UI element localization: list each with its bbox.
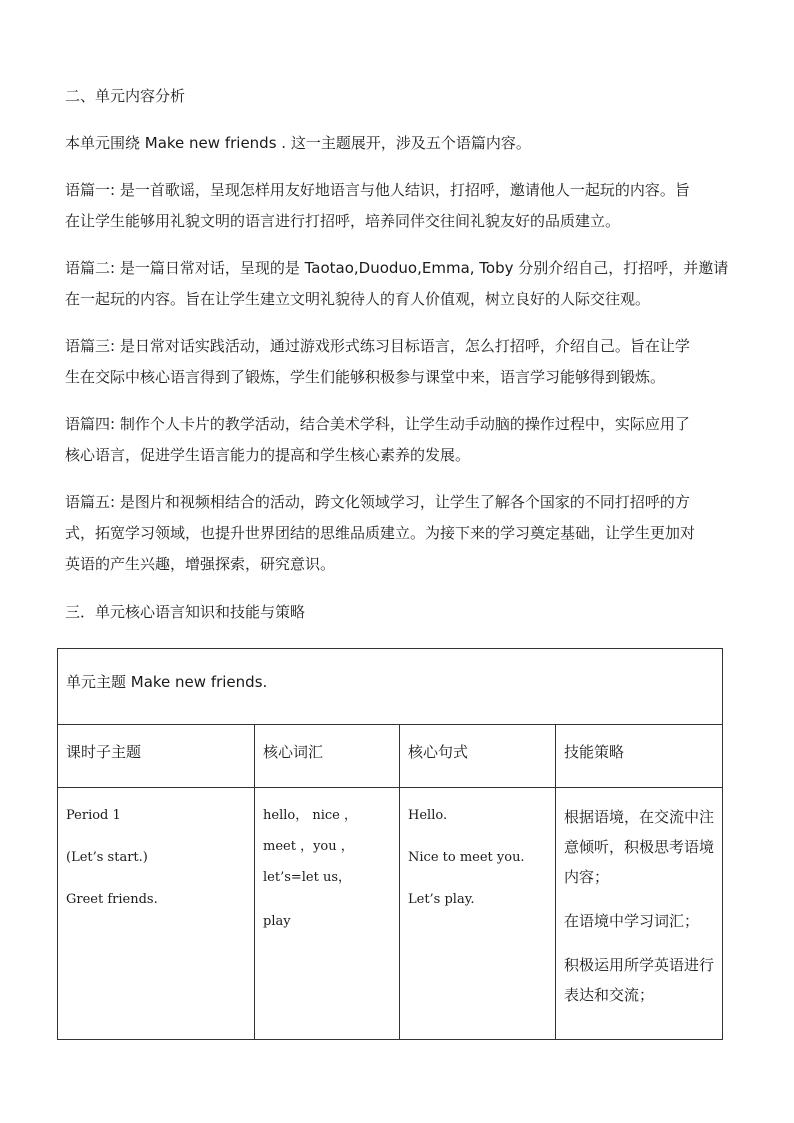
passage-4-line-1: 语篇四: 制作个人卡片的教学活动，结合美术学科，让学生动手动脑的操作过程中，实际应用了	[65, 415, 690, 433]
passage-1-line-2: 在让学生能够用礼貌文明的语言进行打招呼，培养同伴交往间礼貌友好的品质建立。	[65, 212, 621, 230]
passage-4-line-2: 核心语言，促进学生语言能力的提高和学生核心素养的发展。	[65, 446, 471, 464]
header-subtopic-cell	[58, 725, 255, 788]
strategy-item: 积极运用所学英语进行表达和交流；	[564, 956, 715, 1004]
period-topic: Greet friends.	[66, 892, 158, 907]
passage-2-line-1: 语篇二: 是一篇日常对话，呈现的是 Taotao,Duoduo,Emma, Toby 分别介绍自己，打招呼，并邀请	[65, 259, 729, 277]
strategy-item: 在语境中学习词汇；	[564, 912, 700, 930]
passage-5-line-2: 式，拓宽学习领域，也提升世界团结的思维品质建立。为接下来的学习奠定基础，让学生更加对	[65, 524, 696, 542]
passage-3-line-2: 生在交际中核心语言得到了锻炼，学生们能够积极参与课堂中来，语言学习能够得到锻炼。	[65, 368, 666, 386]
strategies-cell	[556, 788, 723, 1040]
header-strategies: 技能策略	[564, 743, 625, 761]
passage-5-line-3: 英语的产生兴趣，增强探索，研究意识。	[65, 555, 336, 573]
header-sentences: 核心句式	[408, 743, 469, 761]
table-row	[58, 788, 723, 1040]
passage-2-line-2: 在一起玩的内容。旨在让学生建立文明礼貌待人的育人价值观，树立良好的人际交往观。	[65, 290, 651, 308]
section-2-heading: 二、单元内容分析	[65, 87, 186, 105]
header-subtopic: 课时子主题	[66, 743, 142, 761]
vocab-cell	[255, 788, 400, 1040]
vocab-line: hello， nice ，	[263, 808, 357, 823]
header-sentences-cell	[400, 725, 556, 788]
passage-1-line-1: 语篇一: 是一首歌谣，呈现怎样用友好地语言与他人结识，打招呼，邀请他人一起玩的内容。旨	[65, 181, 690, 199]
unit-theme: 单元主题 Make new friends.	[66, 673, 268, 691]
vocab-line: play	[263, 914, 291, 929]
sentence-line: Hello.	[408, 808, 448, 823]
sentence-line: Nice to meet you.	[408, 850, 525, 865]
intro-paragraph: 本单元围绕 Make new friends . 这一主题展开，涉及五个语篇内容。	[65, 134, 531, 152]
header-strategies-cell	[556, 725, 723, 788]
sentence-line: Let’s play.	[408, 892, 475, 907]
vocab-line: let’s=let us，	[263, 870, 352, 885]
sentences-cell	[400, 788, 556, 1040]
core-language-table	[57, 648, 723, 1040]
subtopic-cell	[58, 788, 255, 1040]
unit-theme-cell	[58, 649, 723, 725]
header-vocab-cell	[255, 725, 400, 788]
header-vocab: 核心词汇	[263, 743, 324, 761]
period-lesson: (Let’s start.)	[66, 850, 148, 865]
vocab-line: meet ，you ，	[263, 839, 354, 854]
passage-5-line-1: 语篇五: 是图片和视频相结合的活动，跨文化领域学习，让学生了解各个国家的不同打招呼的方	[65, 493, 690, 511]
period-label: Period 1	[66, 808, 121, 823]
passage-3-line-1: 语篇三: 是日常对话实践活动，通过游戏形式练习目标语言，怎么打招呼，介绍自己。旨在让学	[65, 337, 690, 355]
strategy-item: 根据语境，在交流中注意倾听，积极思考语境内容；	[564, 808, 715, 886]
section-3-heading: 三．单元核心语言知识和技能与策略	[65, 603, 306, 621]
